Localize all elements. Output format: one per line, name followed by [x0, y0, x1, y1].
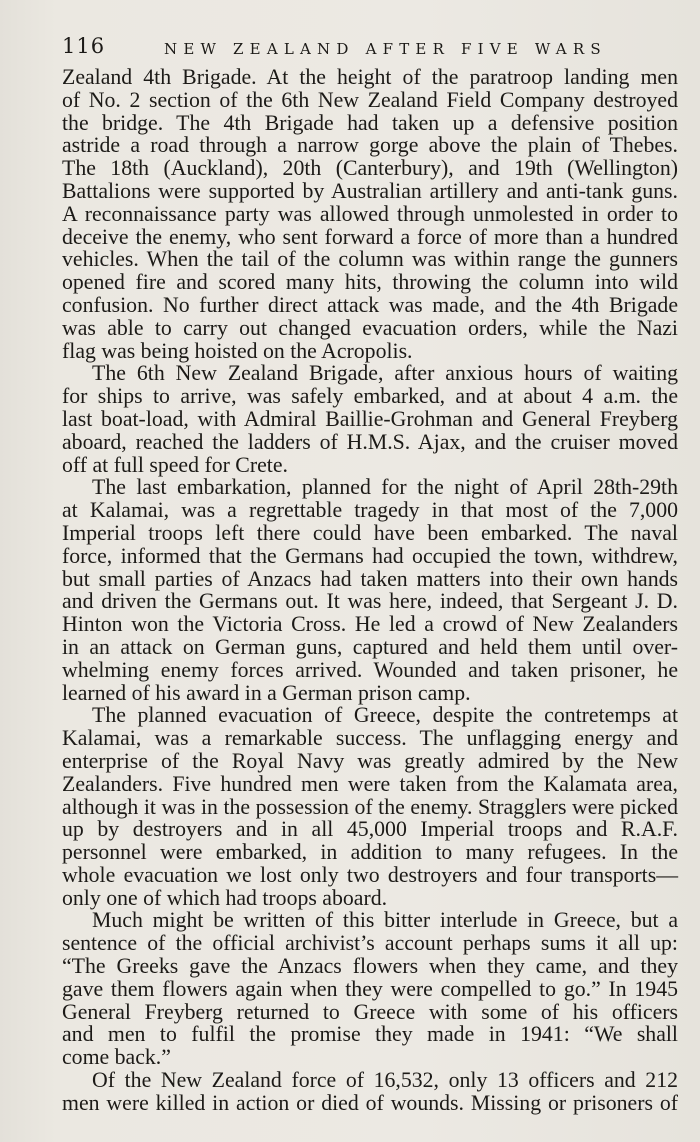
text-line: in an attack on German guns, captured and held them until over-: [62, 634, 678, 659]
text-line: up by destroyers and in all 45,000 Imperial troops and R.A.F.: [62, 817, 678, 842]
text-line: for ships to arrive, was safely embarked, and at about 4 a.m. the: [62, 384, 678, 409]
text-line: men were killed in action or died of wounds. Missing or prisoners of: [62, 1090, 678, 1115]
text-line: come back.”: [62, 1045, 171, 1070]
text-line: personnel were embarked, in addition to many refugees. In the: [62, 840, 678, 865]
text-line: opened fire and scored many hits, throwing the column into wild: [62, 270, 678, 295]
text-line: Zealand 4th Brigade. At the height of the paratroop landing men: [62, 65, 678, 89]
text-line: Of the New Zealand force of 16,532, only 13 officers and 212: [92, 1068, 678, 1093]
text-line: Battalions were supported by Australian artillery and anti-tank guns.: [62, 178, 678, 203]
text-line: General Freyberg returned to Greece with some of his officers: [62, 999, 678, 1024]
text-line: The planned evacuation of Greece, despite the contretemps at: [92, 703, 678, 728]
text-line: Much might be written of this bitter interlude in Greece, but a: [92, 908, 678, 933]
page-header: [62, 32, 682, 62]
text-line: only one of which had troops aboard.: [62, 885, 388, 910]
text-line: confusion. No further direct attack was made, and the 4th Brigade: [62, 292, 678, 317]
text-line: “The Greeks gave the Anzacs flowers when they came, and they: [62, 954, 678, 979]
text-line: and driven the Germans out. It was here, indeed, that Sergeant J. D.: [62, 589, 678, 614]
text-line: enterprise of the Royal Navy was greatly admired by the New: [62, 748, 678, 773]
text-line: whelming enemy forces arrived. Wounded and taken prisoner, he: [62, 657, 678, 682]
page-number: 116: [62, 34, 106, 58]
text-line: Imperial troops left there could have been embarked. The naval: [62, 520, 678, 545]
text-line: gave them flowers again when they were compelled to go.” In 1945: [62, 976, 678, 1001]
text-line: was able to carry out changed evacuation orders, while the Nazi: [62, 315, 678, 340]
text-line: whole evacuation we lost only two destroyers and four transports—: [62, 862, 678, 887]
running-head: NEW ZEALAND AFTER FIVE WARS: [164, 40, 607, 58]
text-line: sentence of the official archivist’s account perhaps sums it all up:: [62, 931, 678, 956]
text-line: off at full speed for Crete.: [62, 452, 288, 477]
text-line: learned of his award in a German prison camp.: [62, 680, 471, 705]
text-line: Zealanders. Five hundred men were taken from the Kalamata area,: [62, 771, 678, 796]
text-line: but small parties of Anzacs had taken matters into their own hands: [62, 566, 678, 591]
text-line: vehicles. When the tail of the column was within range the gunners: [62, 247, 678, 272]
text-line: deceive the enemy, who sent forward a force of more than a hundred: [62, 224, 678, 249]
body-text: [62, 66, 678, 1115]
text-line: aboard, reached the ladders of H.M.S. Ajax, and the cruiser moved: [62, 429, 678, 454]
text-line: of No. 2 section of the 6th New Zealand Field Company destroyed: [62, 87, 678, 112]
text-line: Hinton won the Victoria Cross. He led a crowd of New Zealanders: [62, 612, 678, 637]
text-line: Kalamai, was a remarkable success. The unflagging energy and: [62, 726, 678, 751]
text-line: force, informed that the Germans had occupied the town, withdrew,: [62, 543, 678, 568]
text-line: astride a road through a narrow gorge above the plain of Thebes.: [62, 133, 678, 158]
text-line: A reconnaissance party was allowed through unmolested in order to: [62, 201, 678, 226]
text-line: last boat-load, with Admiral Baillie-Grohman and General Freyberg: [62, 406, 678, 431]
text-line: flag was being hoisted on the Acropolis.: [62, 338, 413, 363]
text-line: and men to fulfil the promise they made in 1941: “We shall: [62, 1022, 678, 1047]
text-line: at Kalamai, was a regrettable tragedy in that most of the 7,000: [62, 498, 678, 523]
text-line: The 6th New Zealand Brigade, after anxious hours of waiting: [92, 361, 678, 386]
text-line: although it was in the possession of the enemy. Stragglers were picked: [62, 794, 678, 819]
text-line: the bridge. The 4th Brigade had taken up a defensive position: [62, 110, 678, 135]
text-line: The last embarkation, planned for the night of April 28th-29th: [92, 475, 678, 500]
text-line: The 18th (Auckland), 20th (Canterbury), and 19th (Wellington): [62, 156, 678, 181]
